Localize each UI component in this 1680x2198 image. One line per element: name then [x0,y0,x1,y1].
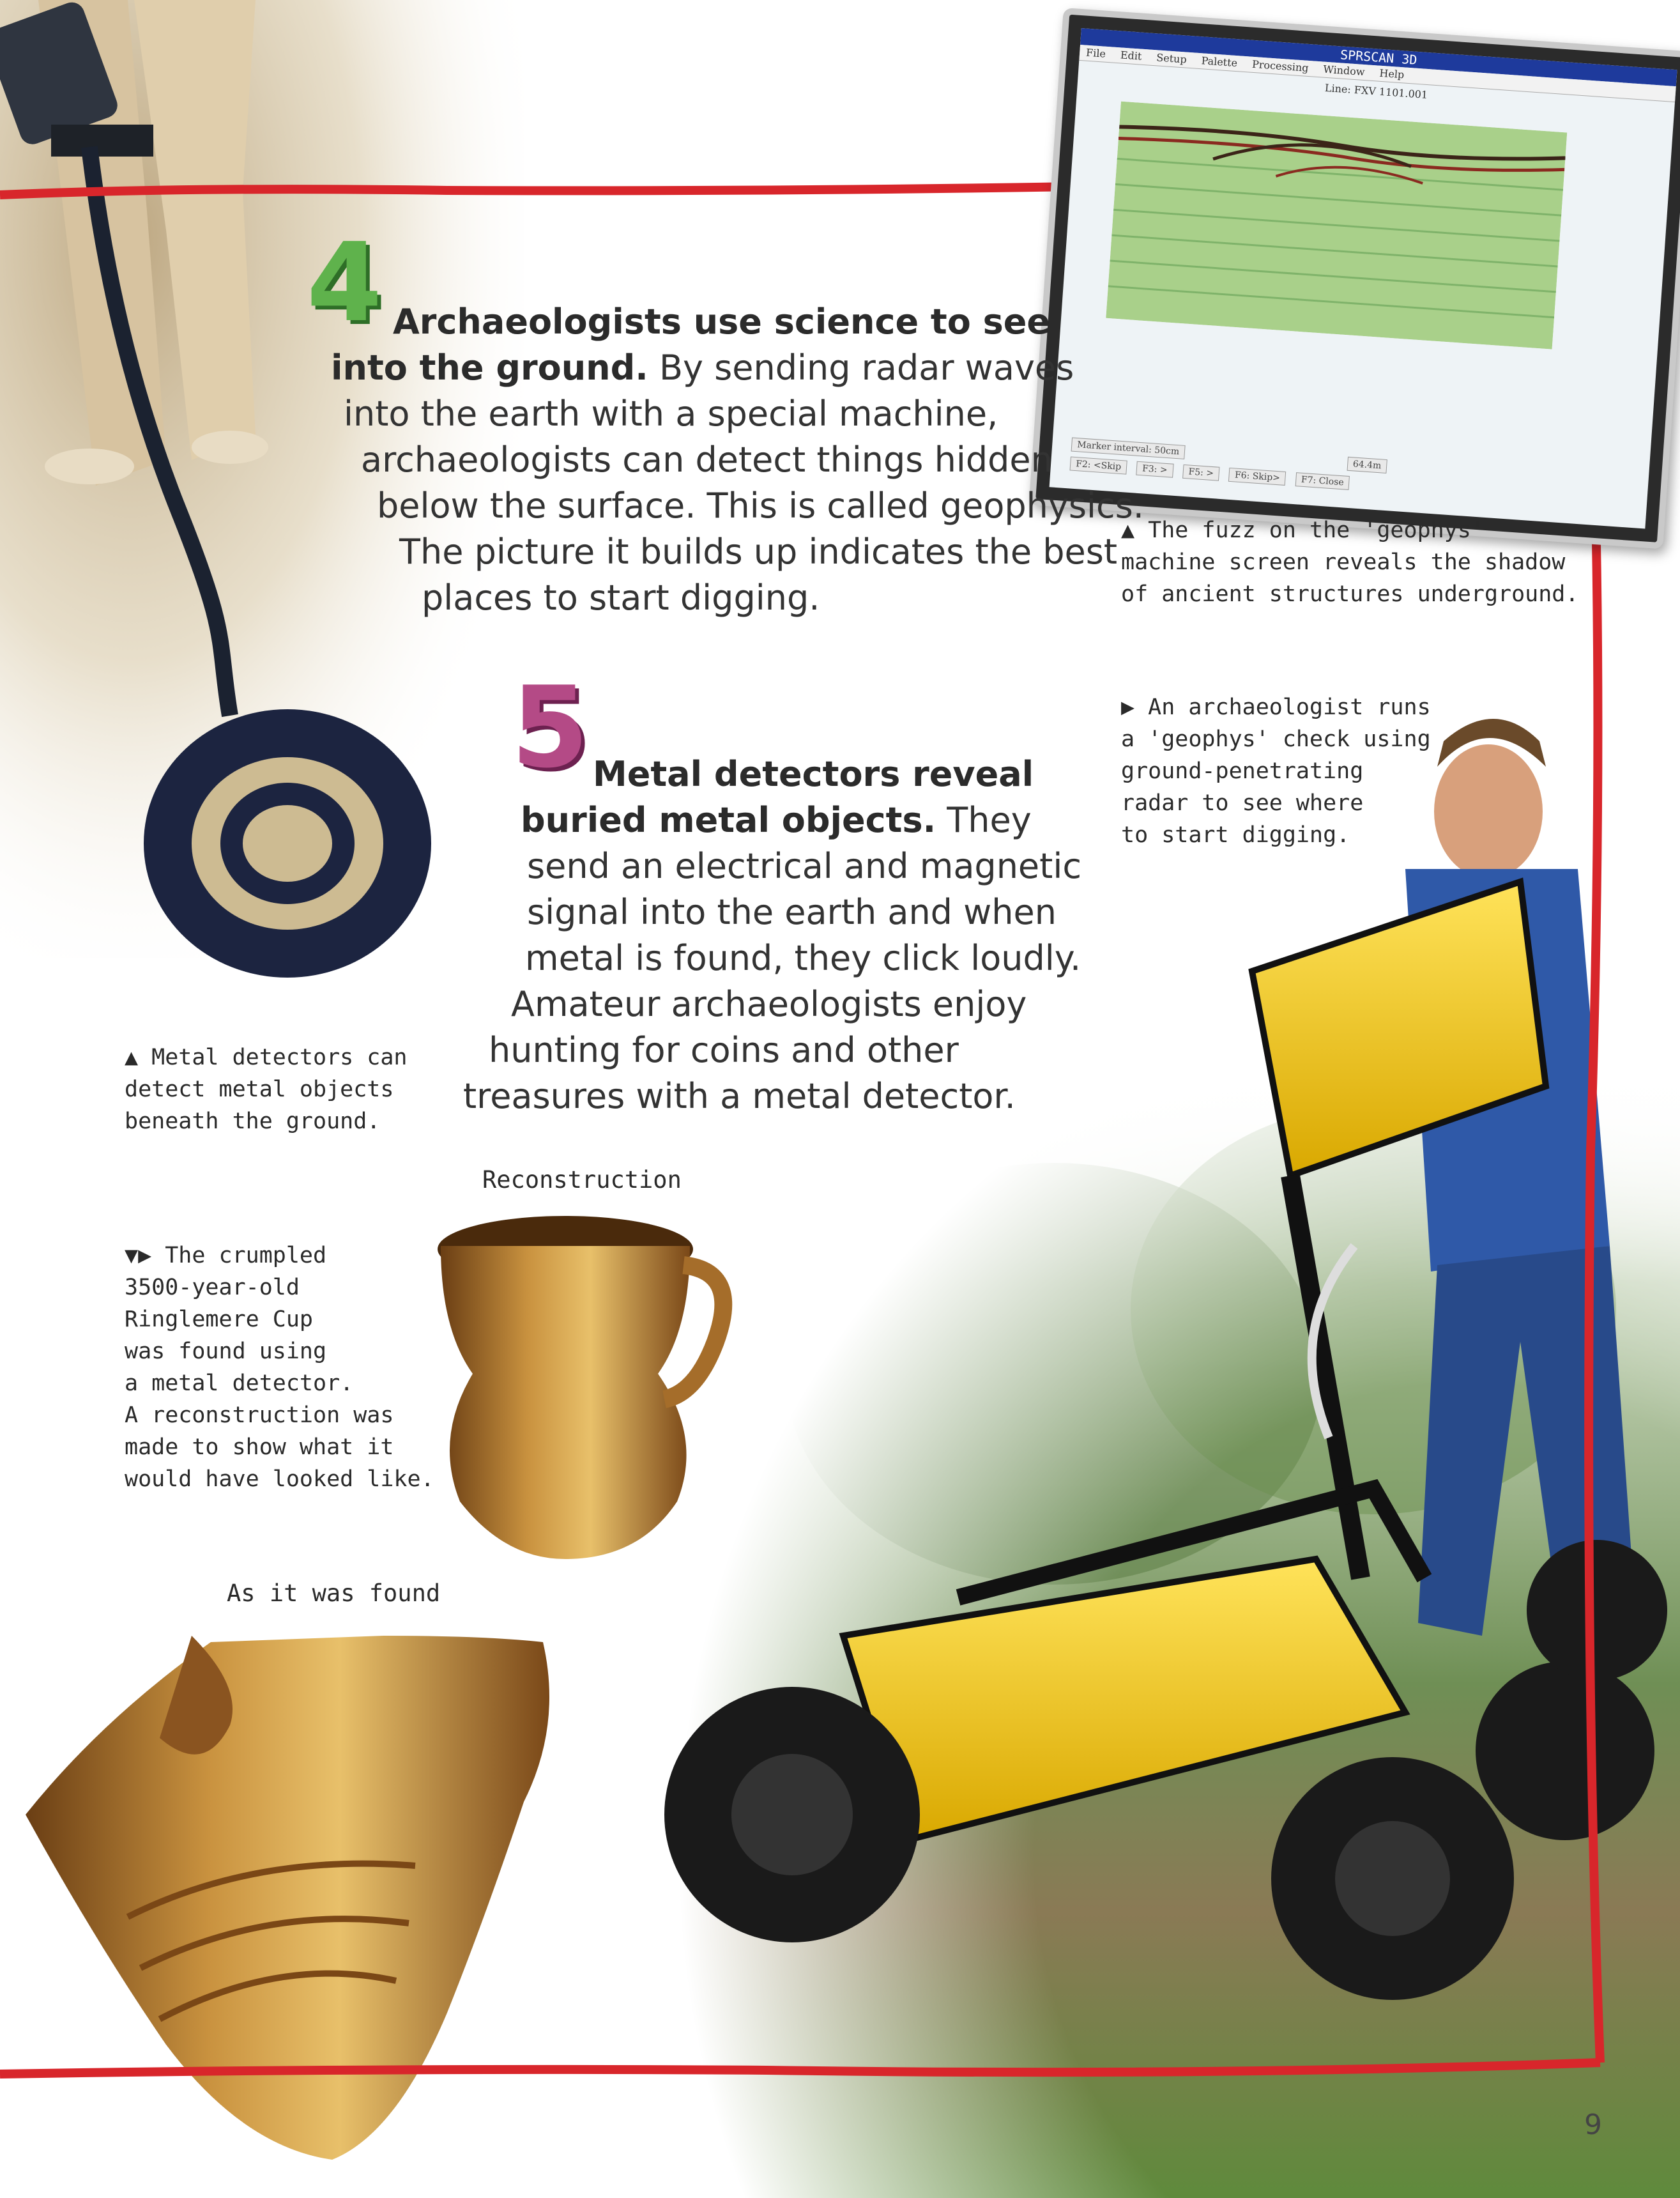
fact-4-line-5: below the surface. This is called geophysics. [377,486,1144,526]
screen-button-row [1070,438,1630,502]
fact-5-line-2: buried metal objects. They [521,800,1032,840]
menu-palette[interactable]: Palette [1201,54,1238,70]
scale-label: 64.4m [1347,457,1387,473]
geophys-screen [1050,28,1677,528]
caption-cup: ▼▶ The crumpled 3500-year-old Ringlemere Cup was found using a metal detector. A reconstruction was made to show what it would have looked like. [125,1243,434,1492]
fact-5-line-7: hunting for coins and other [489,1030,959,1070]
label-as-found: As it was found [227,1579,441,1607]
screen-btn-f3[interactable]: F3: > [1136,461,1173,478]
fact-5-line-6: Amateur archaeologists enjoy [511,984,1027,1024]
screen-btn-f5[interactable]: F5: > [1182,465,1220,481]
screen-btn-skip-back[interactable]: F2: <Skip [1069,456,1127,474]
menu-setup[interactable]: Setup [1156,51,1187,66]
screen-btn-skip-fwd[interactable]: F6: Skip> [1228,468,1286,486]
marker-interval-label: Marker interval: 50cm [1071,438,1186,459]
fact-4-line-3: into the earth with a special machine, [344,394,998,434]
fact-4-line-1: Archaeologists use science to see [393,302,1050,342]
fact-5-line-8: treasures with a metal detector. [463,1076,1016,1116]
fact-4-number: 4 [307,220,383,346]
page-number: 9 [1584,2109,1602,2141]
caption-archaeologist: ▶ An archaeologist runs a 'geophys' check using ground-penetrating radar to see where to start digging. [1121,695,1431,848]
menu-help[interactable]: Help [1378,66,1405,81]
caption-screen: ▲ The fuzz on the 'geophys' machine screen reveals the shadow of ancient structures underground. [1121,518,1579,607]
geophys-monitor [1029,8,1680,550]
fact-5-number: 5 [511,663,589,793]
screen-line-label: Line: FXV 1101.001 [1324,81,1428,102]
menu-edit[interactable]: Edit [1120,49,1143,63]
screen-btn-close[interactable]: F7: Close [1295,472,1350,490]
radargram [1106,102,1567,350]
fact-4-line-7: places to start digging. [422,578,820,618]
fact-4-line-2: into the ground. By sending radar waves [331,348,1074,388]
fact-4-line-4: archaeologists can detect things hidden [361,440,1053,480]
fact-4-line-6: The picture it builds up indicates the best [399,532,1118,572]
fact-5-line-5: metal is found, they click loudly. [525,938,1081,978]
menu-processing[interactable]: Processing [1251,58,1310,74]
label-reconstruction: Reconstruction [482,1166,682,1194]
fact-5-line-4: signal into the earth and when [527,892,1057,932]
caption-detector: ▲ Metal detectors can detect metal objects beneath the ground. [125,1045,408,1134]
screen-title: SPRSCAN 3D [1080,28,1677,86]
fact-5-line-3: send an electrical and magnetic [527,846,1082,886]
menu-window[interactable]: Window [1322,63,1366,79]
menu-file[interactable]: File [1085,46,1106,60]
fact-5-line-1: Metal detectors reveal [593,754,1034,794]
